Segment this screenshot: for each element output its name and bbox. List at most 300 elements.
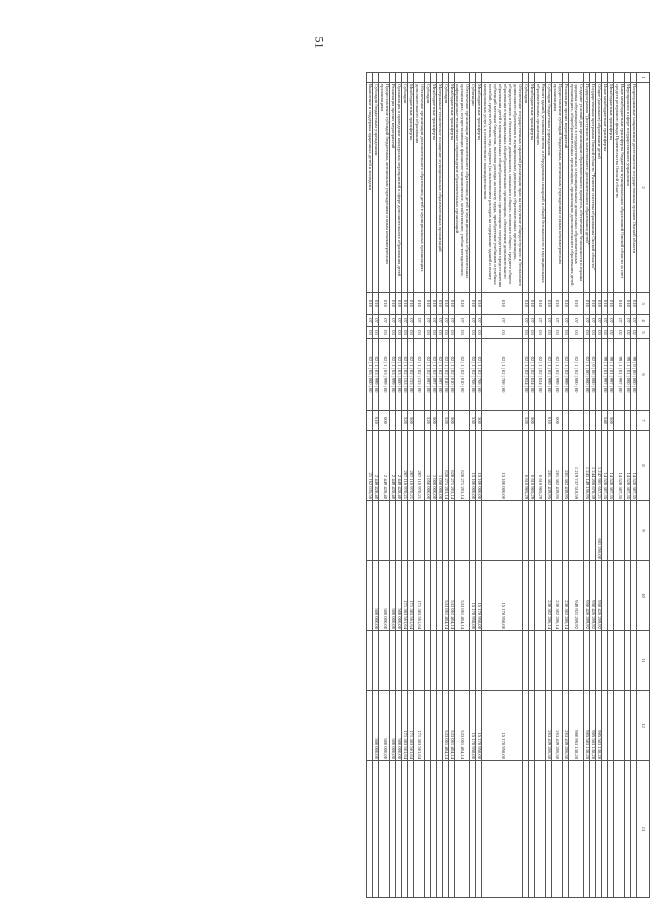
row-marker-cell bbox=[413, 73, 424, 83]
cell-c3: 010 bbox=[424, 293, 430, 315]
row-marker-cell bbox=[373, 73, 379, 83]
column-header-11: 11 bbox=[637, 631, 650, 691]
cell-c6: 02 | 1 | 02 | 153 | 00 bbox=[401, 339, 407, 411]
row-name-cell: Обеспечение организации дополнительного образования детей в муниципальных образовательных организациях, осуществляющих финансово-экономическое, хозяйственное, учебно-методическое, информационно-техническое сопровождение образовательных организаций bbox=[454, 83, 470, 293]
table-row bbox=[424, 73, 430, 898]
cell-c13 bbox=[379, 761, 390, 898]
cell-c5: 03 bbox=[522, 327, 528, 339]
cell-c3: 010 bbox=[401, 293, 407, 315]
cell-c3: 010 bbox=[482, 293, 523, 315]
cell-c7 bbox=[482, 411, 523, 431]
table-row bbox=[470, 73, 476, 898]
cell-c9 bbox=[401, 501, 407, 561]
table-row bbox=[522, 73, 528, 898]
cell-c8: 2 449 428,40 bbox=[373, 431, 379, 501]
cell-c5: 03 bbox=[407, 327, 413, 339]
cell-c12: 171 383 561,64 bbox=[401, 691, 407, 761]
row-marker-cell bbox=[596, 73, 602, 83]
table-row bbox=[562, 73, 568, 898]
cell-c11 bbox=[379, 631, 390, 691]
cell-c9 bbox=[390, 501, 396, 561]
row-marker-cell bbox=[545, 73, 551, 83]
cell-c12: 15 178 958,00 bbox=[482, 691, 523, 761]
cell-c13 bbox=[522, 761, 528, 898]
cell-c8: 14 528 387,35 bbox=[631, 431, 637, 501]
cell-c7 bbox=[396, 411, 402, 431]
table-row bbox=[401, 73, 407, 898]
cell-c12: 171 383 561,64 bbox=[407, 691, 413, 761]
cell-c5: 03 bbox=[454, 327, 470, 339]
cell-c12 bbox=[608, 691, 614, 761]
row-name-cell: Межбюджетные трансферты bbox=[448, 83, 454, 293]
cell-c3: 010 bbox=[396, 293, 402, 315]
table-row bbox=[390, 73, 396, 898]
cell-c13 bbox=[562, 761, 568, 898]
cell-c5: 02 bbox=[614, 327, 625, 339]
cell-c4: 07 bbox=[442, 315, 448, 327]
cell-c4: 07 bbox=[614, 315, 625, 327]
cell-c13 bbox=[596, 761, 602, 898]
table-row bbox=[631, 73, 637, 898]
cell-c4: 07 bbox=[454, 315, 470, 327]
cell-c10 bbox=[614, 561, 625, 631]
cell-c12: 500 000,00 bbox=[390, 691, 396, 761]
cell-c12: 985 583 138,28 bbox=[584, 691, 590, 761]
cell-c9 bbox=[602, 501, 608, 561]
cell-c3: 010 bbox=[596, 293, 602, 315]
cell-c3: 010 bbox=[545, 293, 551, 315]
cell-c8: 1 219 737 518,59 bbox=[568, 431, 584, 501]
cell-c8: 1 244 208 678,39 bbox=[590, 431, 596, 501]
cell-c3: 010 bbox=[390, 293, 396, 315]
table-row bbox=[436, 73, 442, 898]
cell-c13 bbox=[482, 761, 523, 898]
row-marker-cell bbox=[407, 73, 413, 83]
table-row bbox=[430, 73, 436, 898]
cell-c8: 2 449 428,40 bbox=[390, 431, 396, 501]
cell-c5: 03 bbox=[551, 327, 562, 339]
cell-c6: 02 | 1 | 03 | 999 | 00 bbox=[390, 339, 396, 411]
cell-c3: 010 bbox=[528, 293, 534, 315]
row-name-cell: Межбюджетные трансферты bbox=[608, 83, 614, 293]
table-row bbox=[568, 73, 584, 898]
cell-c7: 500 bbox=[476, 411, 482, 431]
cell-c8: 628 271 203,14 bbox=[448, 431, 454, 501]
cell-c12: 500 000,00 bbox=[396, 691, 402, 761]
table-row bbox=[396, 73, 402, 898]
cell-c3: 010 bbox=[522, 293, 528, 315]
cell-c10: 950 426 209,92 bbox=[584, 561, 590, 631]
cell-c7: 540 bbox=[602, 411, 608, 431]
cell-c4: 07 bbox=[413, 315, 424, 327]
cell-c4: 07 bbox=[562, 315, 568, 327]
cell-c6: 02 | 1 | 02 | 708 | 00 bbox=[482, 339, 523, 411]
column-header-6: 6 bbox=[637, 339, 650, 411]
row-name-cell: Субсидии bbox=[442, 83, 448, 293]
cell-c11 bbox=[430, 631, 436, 691]
cell-c12 bbox=[367, 691, 373, 761]
cell-c11 bbox=[367, 631, 373, 691]
cell-c10: 500 000,00 bbox=[373, 561, 379, 631]
cell-c10: 950 426 209,92 bbox=[596, 561, 602, 631]
column-header-8: 8 bbox=[637, 431, 650, 501]
cell-c4: 07 bbox=[596, 315, 602, 327]
cell-c7 bbox=[436, 411, 442, 431]
row-name-cell: Субсидии бюджетным учреждениям bbox=[545, 83, 551, 293]
row-marker-cell bbox=[401, 73, 407, 83]
table-row bbox=[596, 73, 602, 898]
cell-c13 bbox=[534, 761, 545, 898]
row-marker-cell bbox=[396, 73, 402, 83]
cell-c4: 07 bbox=[631, 315, 637, 327]
cell-c4: 07 bbox=[551, 315, 562, 327]
cell-c4: 07 bbox=[476, 315, 482, 327]
cell-c13 bbox=[631, 761, 637, 898]
cell-c13 bbox=[568, 761, 584, 898]
row-name-cell: Государственная программа Омской области "Развитие системы образования Омской области" bbox=[590, 83, 596, 293]
cell-c9 bbox=[482, 501, 523, 561]
cell-c10: 171 383 561,64 bbox=[407, 561, 413, 631]
cell-c11 bbox=[625, 631, 631, 691]
cell-c10 bbox=[528, 561, 534, 631]
cell-c8: 1 050 000,00 bbox=[424, 431, 430, 501]
cell-c3: 010 bbox=[602, 293, 608, 315]
cell-c5: 02 bbox=[631, 327, 637, 339]
row-name-cell: Обеспечение организации дополнительного образования детей в муниципальных организациях дополнительного образования bbox=[413, 83, 424, 293]
cell-c13 bbox=[442, 761, 448, 898]
cell-c6 bbox=[596, 339, 602, 411]
cell-c5: 03 bbox=[482, 327, 523, 339]
cell-c10: 15 178 958,00 bbox=[482, 561, 523, 631]
row-name-cell: Подпрограмма "Доступность качественного дополнительного образования детей" bbox=[584, 83, 590, 293]
cell-c7 bbox=[454, 411, 470, 431]
cell-c5: 03 bbox=[373, 327, 379, 339]
cell-c11 bbox=[631, 631, 637, 691]
table-row bbox=[614, 73, 625, 898]
cell-c3: 010 bbox=[534, 293, 545, 315]
budget-table-page bbox=[95, 72, 650, 897]
cell-c8: 1 247 981 657,21 bbox=[596, 431, 602, 501]
cell-c13 bbox=[528, 761, 534, 898]
cell-c12 bbox=[436, 691, 442, 761]
cell-c8: 281 382 439,95 bbox=[551, 431, 562, 501]
table-row bbox=[413, 73, 424, 898]
cell-c9 bbox=[631, 501, 637, 561]
row-marker-cell bbox=[608, 73, 614, 83]
cell-c7: 500 bbox=[528, 411, 534, 431]
cell-c6: 99 | 1 | 01 | 997 | 00 bbox=[608, 339, 614, 411]
cell-c10: 500 000,00 bbox=[396, 561, 402, 631]
cell-c4: 07 bbox=[424, 315, 430, 327]
cell-c7 bbox=[390, 411, 396, 431]
cell-c13 bbox=[545, 761, 551, 898]
cell-c11 bbox=[596, 631, 602, 691]
cell-c5: 03 bbox=[390, 327, 396, 339]
cell-c5: 03 bbox=[367, 327, 373, 339]
cell-c5: 03 bbox=[534, 327, 545, 339]
cell-c6: 02 | 1 | 02 | 000 | 00 bbox=[568, 339, 584, 411]
cell-c3: 010 bbox=[413, 293, 424, 315]
column-header-1: 1 bbox=[637, 73, 650, 83]
cell-c12: 263 439 206,50 bbox=[551, 691, 562, 761]
cell-c6: 02 | 0 | 00 | 000 | 00 bbox=[590, 339, 596, 411]
table-row bbox=[590, 73, 596, 898]
table-row bbox=[534, 73, 545, 898]
cell-c12: 533 061 404,14 bbox=[442, 691, 448, 761]
cell-c5: 02 bbox=[602, 327, 608, 339]
cell-c11 bbox=[551, 631, 562, 691]
cell-c6: 02 | 1 | 02 | 708 | 00 bbox=[476, 339, 482, 411]
cell-c13 bbox=[373, 761, 379, 898]
cell-c10 bbox=[602, 561, 608, 631]
cell-c9 bbox=[528, 501, 534, 561]
cell-c12 bbox=[602, 691, 608, 761]
cell-c13 bbox=[551, 761, 562, 898]
cell-c9 bbox=[470, 501, 476, 561]
cell-c6: 02 | 1 | 03 | 999 | 00 bbox=[379, 339, 390, 411]
column-header-2: 2 bbox=[637, 83, 650, 293]
cell-c5: 03 bbox=[476, 327, 482, 339]
column-header-5: 5 bbox=[637, 327, 650, 339]
cell-c12: 15 178 958,00 bbox=[470, 691, 476, 761]
header-row bbox=[637, 73, 650, 898]
row-name-cell: Межбюджетные трансферты bbox=[430, 83, 436, 293]
row-marker-cell bbox=[454, 73, 470, 83]
row-name-cell: Обеспечение государственных гарантий реализации прав на получение общедоступного и бесплатного дошкольного образования в муниципальных дошкольных образовательных организациях, общедоступного и бесплатного дошкольного, начального общего, основного общего, среднего общего образования в муниципальных общеобразовательных организациях, обеспечение дополнительного образования детей в муниципальных общеобразовательных организациях посредством предоставления субвенций местным бюджетам, включая расходы на оплату труда, приобретение учебников и учебных пособий, средств обучения, игр, игрушек (за исключением расходов на содержание зданий и оплату коммунальных услуг), в соответствии с законодательством bbox=[482, 83, 523, 293]
cell-c6: 02 | 1 | 02 | 010 | 00 bbox=[454, 339, 470, 411]
row-name-cell: Создание условий для организации образовательного процесса, обеспечение безопасности и охраны здоровья обучающихся в государственных и муниципальных дошкольных образовательных организациях, общеобразовательных организациях, организациях дополнительного образования детей bbox=[568, 83, 584, 293]
cell-c10 bbox=[608, 561, 614, 631]
cell-c7 bbox=[584, 411, 590, 431]
cell-c6: 02 | 1 | 02 | 999 | 00 bbox=[551, 339, 562, 411]
cell-c6: 02 | 1 | 02 | 153 | 00 bbox=[407, 339, 413, 411]
row-marker-cell bbox=[562, 73, 568, 83]
cell-c8: 15 100 000,00 bbox=[476, 431, 482, 501]
cell-c5: 03 bbox=[584, 327, 590, 339]
cell-c6: 02 | 1 | 02 | 097 | 00 bbox=[430, 339, 436, 411]
cell-c9 bbox=[545, 501, 551, 561]
cell-c4: 07 bbox=[436, 315, 442, 327]
cell-c8: 14 528 387,35 bbox=[614, 431, 625, 501]
cell-c4: 07 bbox=[534, 315, 545, 327]
cell-c12: 500 000,00 bbox=[373, 691, 379, 761]
cell-c13 bbox=[424, 761, 430, 898]
cell-c5: 03 bbox=[545, 327, 551, 339]
cell-c10 bbox=[625, 561, 631, 631]
cell-c12: 263 439 206,50 bbox=[545, 691, 551, 761]
cell-c4: 07 bbox=[407, 315, 413, 327]
row-marker-cell bbox=[367, 73, 373, 83]
cell-c8: 6 616 905,29 bbox=[534, 431, 545, 501]
row-name-cell: Материально-техническое оснащение муниципальных образовательных организаций bbox=[436, 83, 442, 293]
cell-c13 bbox=[590, 761, 596, 898]
cell-c10: 15 178 958,00 bbox=[470, 561, 476, 631]
cell-c8: 1 243 149 156,95 bbox=[584, 431, 590, 501]
cell-c12 bbox=[528, 691, 534, 761]
cell-c9 bbox=[568, 501, 584, 561]
cell-c7 bbox=[568, 411, 584, 431]
cell-c4: 07 bbox=[602, 315, 608, 327]
cell-c3: 010 bbox=[379, 293, 390, 315]
cell-c4: 07 bbox=[590, 315, 596, 327]
cell-c11 bbox=[476, 631, 482, 691]
cell-c3: 010 bbox=[430, 293, 436, 315]
cell-c10 bbox=[430, 561, 436, 631]
row-marker-cell bbox=[631, 73, 637, 83]
cell-c13 bbox=[448, 761, 454, 898]
cell-c10: 500 000,00 bbox=[379, 561, 390, 631]
cell-c10: 230 302 286,14 bbox=[551, 561, 562, 631]
cell-c13 bbox=[390, 761, 396, 898]
cell-c7 bbox=[590, 411, 596, 431]
cell-c8: 6 616 905,29 bbox=[528, 431, 534, 501]
row-name-cell: Реализация прочих мероприятий bbox=[562, 83, 568, 293]
cell-c7: 610 bbox=[545, 411, 551, 431]
cell-c3: 010 bbox=[631, 293, 637, 315]
row-name-cell: Межбюджетные трансферты bbox=[407, 83, 413, 293]
cell-c3: 010 bbox=[470, 293, 476, 315]
cell-c6: 02 | 1 | 03 | 999 | 00 bbox=[373, 339, 379, 411]
cell-c9 bbox=[436, 501, 442, 561]
cell-c8: 281 382 439,95 bbox=[562, 431, 568, 501]
cell-c11 bbox=[448, 631, 454, 691]
cell-c6: 99 | 1 | 01 | 000 | 00 bbox=[625, 339, 631, 411]
cell-c13 bbox=[608, 761, 614, 898]
column-header-4: 4 bbox=[637, 315, 650, 327]
cell-c10: 949 921 209,92 bbox=[568, 561, 584, 631]
cell-c6: 02 | 1 | 02 | 097 | 00 bbox=[436, 339, 442, 411]
row-marker-cell bbox=[476, 73, 482, 83]
cell-c9 bbox=[379, 501, 390, 561]
cell-c8: 281 382 439,95 bbox=[545, 431, 551, 501]
table-row bbox=[454, 73, 470, 898]
column-header-12: 12 bbox=[637, 691, 650, 761]
cell-c6: 02 | 1 | 03 | 000 | 00 bbox=[396, 339, 402, 411]
cell-c11 bbox=[522, 631, 528, 691]
cell-c12 bbox=[522, 691, 528, 761]
cell-c10: 15 178 958,00 bbox=[476, 561, 482, 631]
column-header-9: 9 bbox=[637, 501, 650, 561]
cell-c9 bbox=[430, 501, 436, 561]
cell-c3: 010 bbox=[454, 293, 470, 315]
cell-c13 bbox=[584, 761, 590, 898]
cell-c7: 500 bbox=[448, 411, 454, 431]
cell-c7: 520 bbox=[401, 411, 407, 431]
cell-c13 bbox=[401, 761, 407, 898]
cell-c7 bbox=[367, 411, 373, 431]
cell-c5: 03 bbox=[596, 327, 602, 339]
cell-c11 bbox=[396, 631, 402, 691]
cell-c7: 520 bbox=[442, 411, 448, 431]
cell-c3: 010 bbox=[436, 293, 442, 315]
row-name-cell: Предоставление субсидий бюджетным, автономным учреждениям и иным некоммерческим организациям bbox=[379, 83, 390, 293]
cell-c7: 520 bbox=[522, 411, 528, 431]
cell-c7: 500 bbox=[430, 411, 436, 431]
cell-c12 bbox=[631, 691, 637, 761]
row-name-cell: Мероприятия в сфере государственного управления bbox=[625, 83, 631, 293]
row-marker-cell bbox=[584, 73, 590, 83]
cell-c4: 07 bbox=[396, 315, 402, 327]
cell-c11 bbox=[614, 631, 625, 691]
cell-c13 bbox=[454, 761, 470, 898]
cell-c10: 533 061 404,14 bbox=[448, 561, 454, 631]
cell-c11 bbox=[534, 631, 545, 691]
row-marker-cell bbox=[614, 73, 625, 83]
page-number: 51 bbox=[312, 36, 327, 49]
cell-c13 bbox=[396, 761, 402, 898]
row-marker-cell bbox=[568, 73, 584, 83]
row-name-cell: Иные межбюджетные трансферты bbox=[602, 83, 608, 293]
cell-c8: 14 528 387,35 bbox=[602, 431, 608, 501]
cell-c6: 02 | 1 | 05 | 000 | 00 bbox=[367, 339, 373, 411]
cell-c9 bbox=[522, 501, 528, 561]
cell-c5: 03 bbox=[442, 327, 448, 339]
cell-c4: 07 bbox=[470, 315, 476, 327]
cell-c6: 02 | 1 | 00 | 000 | 00 bbox=[584, 339, 590, 411]
cell-c11 bbox=[590, 631, 596, 691]
cell-c7: 500 bbox=[608, 411, 614, 431]
cell-c4: 07 bbox=[390, 315, 396, 327]
cell-c6: 02 | 1 | 02 | 708 | 00 bbox=[470, 339, 476, 411]
cell-c7: 610 bbox=[373, 411, 379, 431]
cell-c13 bbox=[602, 761, 608, 898]
column-header-10: 10 bbox=[637, 561, 650, 631]
cell-c3: 010 bbox=[590, 293, 596, 315]
cell-c4: 07 bbox=[373, 315, 379, 327]
cell-c4: 07 bbox=[430, 315, 436, 327]
cell-c7 bbox=[562, 411, 568, 431]
cell-c5: 03 bbox=[436, 327, 442, 339]
cell-c9 bbox=[562, 501, 568, 561]
table-row bbox=[584, 73, 590, 898]
row-marker-cell bbox=[534, 73, 545, 83]
row-name-cell: Субсидии bbox=[522, 83, 528, 293]
cell-c12: 985 583 138,28 bbox=[590, 691, 596, 761]
cell-c4: 07 bbox=[448, 315, 454, 327]
cell-c9 bbox=[584, 501, 590, 561]
cell-c3: 010 bbox=[584, 293, 590, 315]
table-row bbox=[482, 73, 523, 898]
cell-c8: 287 116 970,21 bbox=[401, 431, 407, 501]
cell-c11 bbox=[562, 631, 568, 691]
table-row bbox=[448, 73, 454, 898]
row-name-cell: Субсидии bbox=[424, 83, 430, 293]
cell-c9 bbox=[367, 501, 373, 561]
cell-c3: 010 bbox=[442, 293, 448, 315]
cell-c10 bbox=[424, 561, 430, 631]
cell-c7 bbox=[625, 411, 631, 431]
cell-c13 bbox=[476, 761, 482, 898]
row-name-cell: Реализация прочих мероприятий bbox=[390, 83, 396, 293]
cell-c8: 6 616 905,29 bbox=[522, 431, 528, 501]
cell-c9 bbox=[413, 501, 424, 561]
cell-c10: 533 061 404,14 bbox=[454, 561, 470, 631]
cell-c10: 950 426 209,92 bbox=[590, 561, 596, 631]
table-row bbox=[476, 73, 482, 898]
cell-c3: 010 bbox=[407, 293, 413, 315]
table-row bbox=[608, 73, 614, 898]
row-name-cell: Субсидии бюджетным учреждениям bbox=[373, 83, 379, 293]
table-row bbox=[367, 73, 373, 898]
cell-c11 bbox=[470, 631, 476, 691]
cell-c3: 010 bbox=[367, 293, 373, 315]
cell-c4: 07 bbox=[584, 315, 590, 327]
cell-c11 bbox=[373, 631, 379, 691]
cell-c12: 533 061 404,14 bbox=[448, 691, 454, 761]
cell-c6: 02 | 1 | 02 | 999 | 00 bbox=[562, 339, 568, 411]
cell-c11 bbox=[390, 631, 396, 691]
cell-c8: 15 100 000,00 bbox=[482, 431, 523, 501]
